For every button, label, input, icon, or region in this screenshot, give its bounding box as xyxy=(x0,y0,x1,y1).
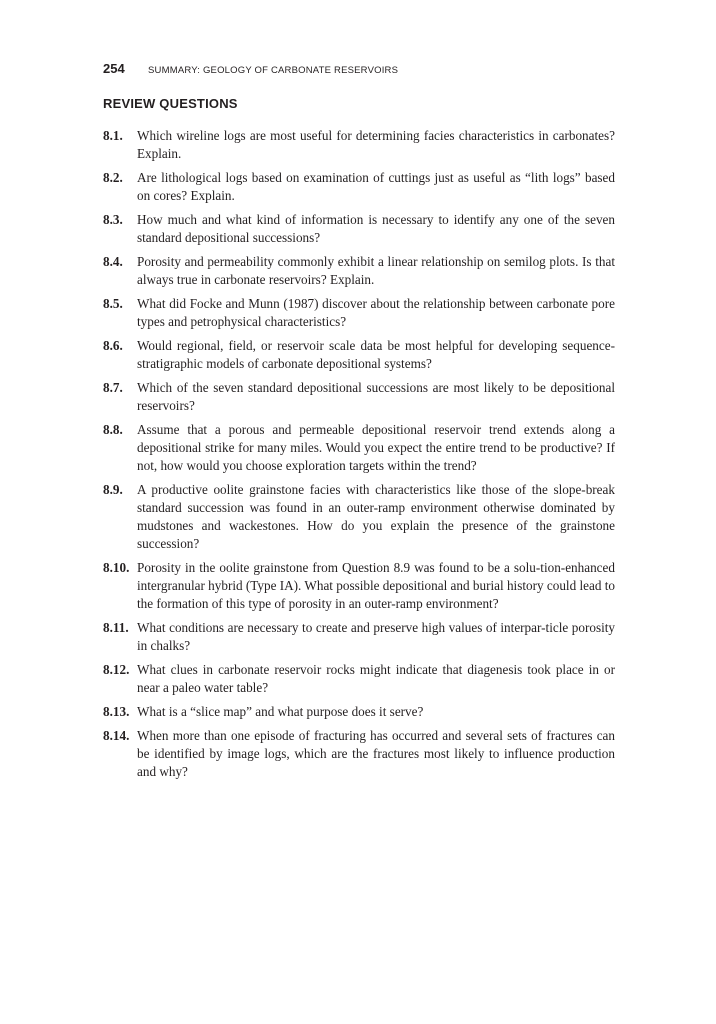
question-number: 8.8. xyxy=(103,422,123,437)
question-text: What did Focke and Munn (1987) discover about the relationship between carbonate pore types and petrophysical characteristics? xyxy=(137,296,615,329)
running-title: SUMMARY: GEOLOGY OF CARBONATE RESERVOIRS xyxy=(148,65,399,76)
question-text: Would regional, field, or reservoir scale data be most helpful for developing sequence-stratigraphic models of carbonate depositional systems? xyxy=(137,338,615,371)
question-8-8 xyxy=(103,421,615,475)
page-number: 254 xyxy=(103,61,125,76)
section-heading: REVIEW QUESTIONS xyxy=(103,96,238,111)
running-head xyxy=(103,61,623,77)
question-number: 8.1. xyxy=(103,128,123,143)
question-text: What is a “slice map” and what purpose does it serve? xyxy=(137,704,424,719)
question-8-7 xyxy=(103,379,615,415)
question-text: Which wireline logs are most useful for determining facies characteristics in carbonates? Explain. xyxy=(137,128,615,161)
question-text: A productive oolite grainstone facies with characteristics like those of the slope-break standard succession was found in an outer-ramp environment otherwise dominated by mudstones and wackestones. How do you explain the presence of the grainstone succession? xyxy=(137,482,615,551)
question-text: Porosity and permeability commonly exhibit a linear relationship on semilog plots. Is that always true in carbonate reservoirs? Explain. xyxy=(137,254,615,287)
question-number: 8.9. xyxy=(103,482,123,497)
question-8-9 xyxy=(103,481,615,553)
question-8-11 xyxy=(103,619,615,655)
question-number: 8.10. xyxy=(103,560,130,575)
question-8-13 xyxy=(103,703,615,721)
question-8-5 xyxy=(103,295,615,331)
question-8-1 xyxy=(103,127,615,163)
review-questions-list xyxy=(103,127,615,787)
question-8-6 xyxy=(103,337,615,373)
question-text: Are lithological logs based on examination of cuttings just as useful as “lith logs” based on cores? Explain. xyxy=(137,170,615,203)
question-8-4 xyxy=(103,253,615,289)
question-number: 8.14. xyxy=(103,728,130,743)
question-text: How much and what kind of information is necessary to identify any one of the seven standard depositional successions? xyxy=(137,212,615,245)
question-number: 8.5. xyxy=(103,296,123,311)
question-number: 8.4. xyxy=(103,254,123,269)
question-8-14 xyxy=(103,727,615,781)
question-number: 8.7. xyxy=(103,380,123,395)
question-number: 8.12. xyxy=(103,662,130,677)
question-text: Which of the seven standard depositional successions are most likely to be depositional reservoirs? xyxy=(137,380,615,413)
question-number: 8.13. xyxy=(103,704,130,719)
question-8-3 xyxy=(103,211,615,247)
question-number: 8.3. xyxy=(103,212,123,227)
question-text: What clues in carbonate reservoir rocks might indicate that diagenesis took place in or near a paleo water table? xyxy=(137,662,615,695)
question-number: 8.11. xyxy=(103,620,129,635)
question-text: Assume that a porous and permeable depositional reservoir trend extends along a depositional strike for many miles. Would you expect the entire trend to be productive? If not, how would you choose exploration targets within the trend? xyxy=(137,422,615,473)
question-text: What conditions are necessary to create and preserve high values of interpar-ticle porosity in chalks? xyxy=(137,620,615,653)
question-text: Porosity in the oolite grainstone from Question 8.9 was found to be a solu-tion-enhanced intergranular hybrid (Type IA). What possible depositional and burial history could lead to the formation of this type of porosity in an outer-ramp environment? xyxy=(137,560,615,611)
question-8-12 xyxy=(103,661,615,697)
question-8-10 xyxy=(103,559,615,613)
question-8-2 xyxy=(103,169,615,205)
question-text: When more than one episode of fracturing has occurred and several sets of fractures can be identified by image logs, which are the fractures most likely to influence production and why? xyxy=(137,728,615,779)
question-number: 8.6. xyxy=(103,338,123,353)
question-number: 8.2. xyxy=(103,170,123,185)
